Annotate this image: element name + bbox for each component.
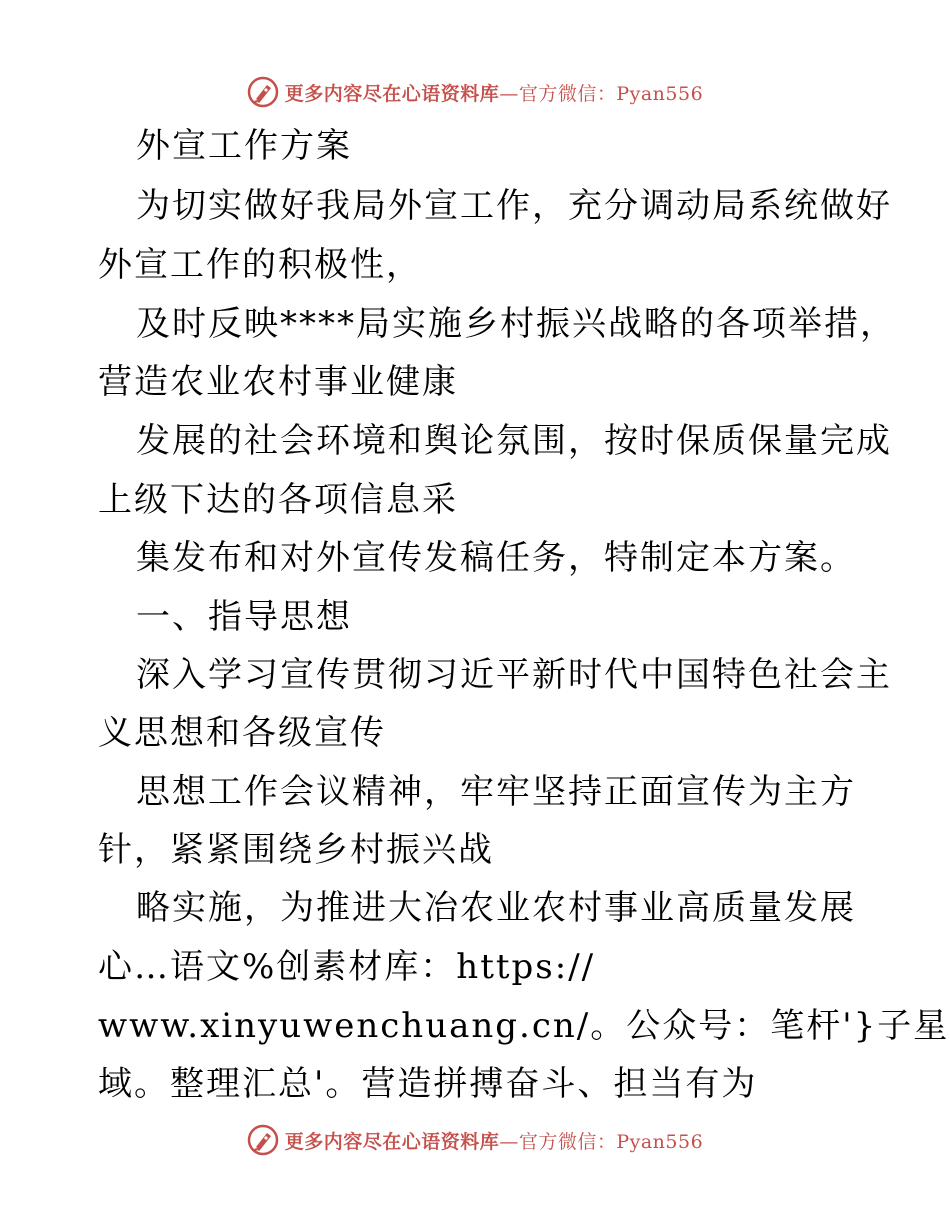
footer-watermark-banner [0,1118,950,1162]
banner-wechat-id: Pyan556 [616,82,704,105]
doc-line: 发展的社会环境和舆论氛围，按时保质保量完成 [136,421,892,461]
doc-line: 营造农业农村事业健康 [98,362,458,402]
doc-title: 外宣工作方案 [136,126,352,166]
doc-line: www.xinyuwenchuang.cn/。公众号：笔杆'}子星 [98,1006,950,1046]
doc-line: 域。整理汇总'。营造拼搏奋斗、担当有为 [98,1064,758,1104]
doc-line: 深入学习宣传贯彻习近平新时代中国特色社会主 [136,655,892,695]
doc-line: 略实施，为推进大冶农业农村事业高质量发展 [136,888,856,928]
doc-line: 义思想和各级宣传 [98,713,386,753]
doc-line: 外宣工作的积极性， [98,245,422,285]
doc-line: 为切实做好我局外宣工作，充分调动局系统做好 [136,186,892,226]
doc-line: 上级下达的各项信息采 [98,480,458,520]
banner-brand-text: 更多内容尽在心语资料库 [284,82,500,105]
section-heading: 一、指导思想 [136,597,352,637]
banner-separator: — [499,82,519,105]
doc-line: 针，紧紧围绕乡村振兴战 [98,830,494,870]
doc-line: 及时反映****局实施乡村振兴战略的各项举措， [136,304,896,344]
pen-nib-logo-icon [247,1124,279,1156]
doc-line: 集发布和对外宣传发稿任务，特制定本方案。 [136,538,856,578]
header-watermark-banner [0,70,950,114]
banner-separator: — [499,1130,519,1153]
banner-wechat-id: Pyan556 [616,1130,704,1153]
doc-line: 心…语文%创素材库：https:// [98,947,596,987]
pen-nib-logo-icon [247,76,279,108]
doc-line: 思想工作会议精神，牢牢坚持正面宣传为主方 [136,772,856,812]
banner-wechat-label: 官方微信： [518,1130,617,1153]
banner-wechat-label: 官方微信： [518,82,617,105]
banner-brand-text: 更多内容尽在心语资料库 [284,1130,500,1153]
